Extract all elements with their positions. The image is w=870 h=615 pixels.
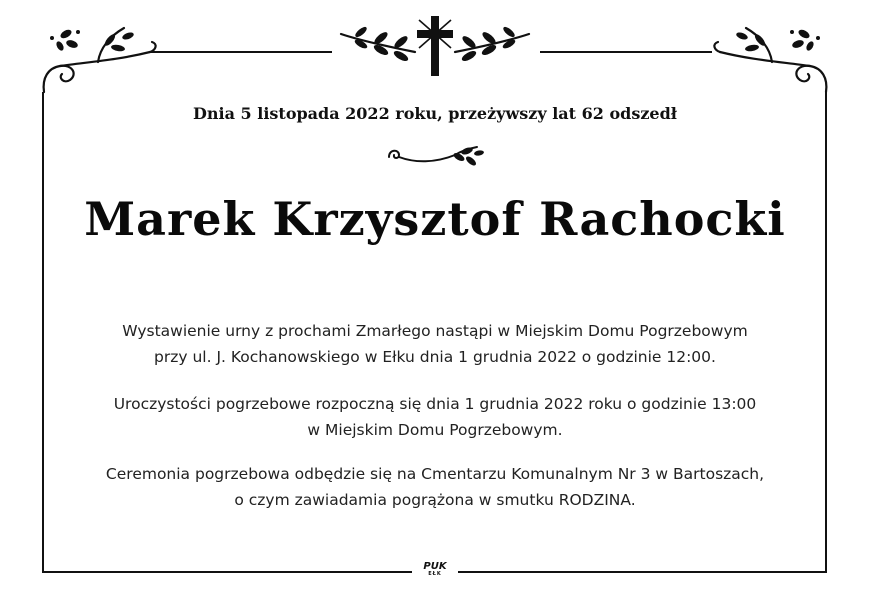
puk-logo bbox=[418, 562, 452, 577]
paragraph-line: o czym zawiadamia pogrążona w smutku RODZINA. bbox=[234, 491, 636, 509]
urn-exhibition-paragraph bbox=[0, 318, 870, 370]
swirl-leaf-divider-icon bbox=[385, 141, 485, 173]
logo-subtext: EŁK bbox=[428, 571, 442, 577]
paragraph-line: Uroczystości pogrzebowe rozpoczną się dnia 1 grudnia 2022 roku o godzinie 13:00 bbox=[113, 395, 757, 413]
frame-bottom-left-line bbox=[42, 571, 412, 573]
deceased-name: Marek Krzysztof Rachocki bbox=[84, 192, 786, 246]
burial-paragraph bbox=[0, 461, 870, 513]
death-date-intro: Dnia 5 listopada 2022 roku, przeżywszy lat 62 odszedł bbox=[193, 104, 677, 123]
cross-with-laurel-icon bbox=[335, 12, 535, 80]
frame-top-left-line bbox=[150, 51, 332, 53]
floral-corner-left-icon bbox=[38, 18, 160, 94]
paragraph-line: Ceremonia pogrzebowa odbędzie się na Cmentarzu Komunalnym Nr 3 w Bartoszach, bbox=[105, 465, 765, 483]
logo-text: PUK bbox=[423, 561, 447, 572]
floral-corner-right-icon bbox=[710, 18, 832, 94]
ceremony-start-paragraph bbox=[0, 391, 870, 443]
paragraph-line: Wystawienie urny z prochami Zmarłego nastąpi w Miejskim Domu Pogrzebowym bbox=[122, 322, 748, 340]
paragraph-line: w Miejskim Domu Pogrzebowym. bbox=[307, 421, 563, 439]
frame-bottom-right-line bbox=[458, 571, 827, 573]
paragraph-line: przy ul. J. Kochanowskiego w Ełku dnia 1 grudnia 2022 o godzinie 12:00. bbox=[154, 348, 716, 366]
frame-top-right-line bbox=[540, 51, 712, 53]
